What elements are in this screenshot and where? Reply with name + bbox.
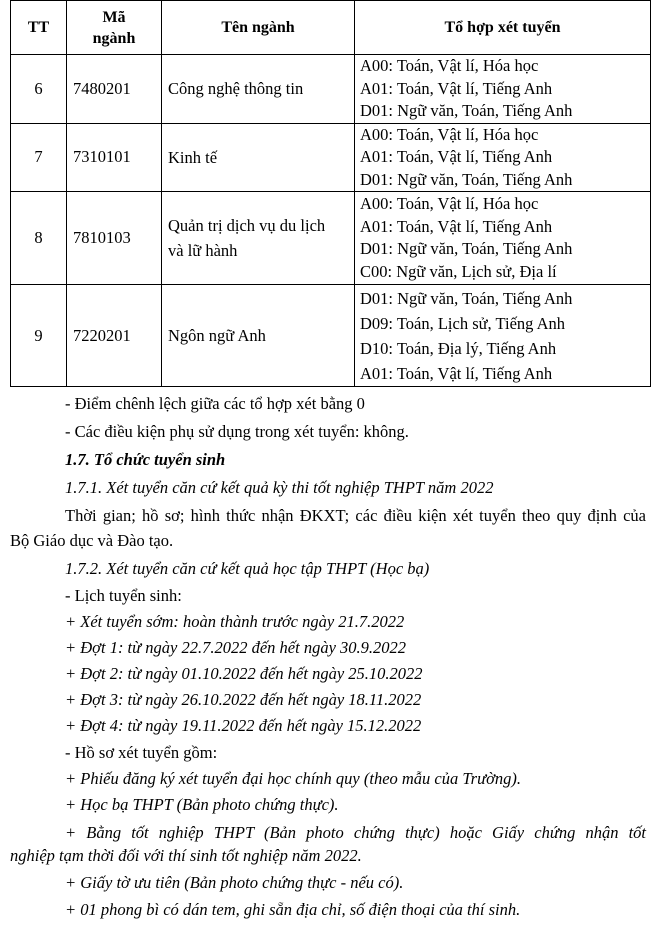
combo: A00: Toán, Vật lí, Hóa học [360, 124, 539, 144]
subsection-title: 1.7.2. Xét tuyển căn cứ kết quả học tập THPT (Học bạ) [65, 559, 430, 578]
row-tt: 6 [11, 55, 67, 124]
table-row [11, 192, 651, 285]
schedule-item: + Đợt 3: từ ngày 26.10.2022 đến hết ngày 18.11.2022 [65, 690, 422, 709]
row-tt: 7 [11, 123, 67, 192]
combo: A01: Toán, Vật lí, Tiếng Anh [360, 147, 553, 166]
document-item: nghiệp tạm thời đối với thí sinh tốt nghiệp năm 2022. [10, 846, 362, 865]
header-code: Mã ngành [67, 1, 162, 55]
documents-label: - Hồ sơ xét tuyển gồm: [65, 743, 218, 762]
note-conditions: - Các điều kiện phụ sử dụng trong xét tuyển: không. [65, 422, 409, 441]
header-tt: TT [11, 1, 67, 55]
subsection-title: 1.7.1. Xét tuyển căn cứ kết quả kỳ thi tốt nghiệp THPT năm 2022 [65, 478, 494, 497]
combo: D10: Toán, Địa lý, Tiếng Anh [360, 338, 557, 358]
document-item: + 01 phong bì có dán tem, ghi sẵn địa chỉ, số điện thoại của thí sinh. [65, 900, 521, 919]
row-name: Công nghệ thông tin [162, 55, 355, 124]
combo: A01: Toán, Vật lí, Tiếng Anh [360, 363, 553, 383]
row-tt: 8 [11, 192, 67, 285]
document-item: + Bằng tốt nghiệp THPT (Bản photo chứng thực) hoặc Giấy chứng nhận tốt [65, 823, 646, 842]
row-code: 7480201 [67, 55, 162, 124]
table-row [11, 123, 651, 192]
combo: A00: Toán, Vật lí, Hóa học [360, 56, 539, 75]
row-combos [355, 123, 651, 192]
row-combos [355, 192, 651, 285]
row-name: Quản trị dịch vụ du lịch và lữ hành [162, 192, 355, 285]
row-combos [355, 285, 651, 387]
combo: C00: Ngữ văn, Lịch sử, Địa lí [360, 261, 557, 281]
row-code: 7220201 [67, 285, 162, 387]
note-diff: - Điểm chênh lệch giữa các tổ hợp xét bằng 0 [65, 394, 365, 413]
paragraph-line: Thời gian; hồ sơ; hình thức nhận ĐKXT; các điều kiện xét tuyển theo quy định của [65, 506, 646, 525]
schedule-label: - Lịch tuyển sinh: [65, 586, 182, 605]
header-name: Tên ngành [162, 1, 355, 55]
row-tt: 9 [11, 285, 67, 387]
combo: D01: Ngữ văn, Toán, Tiếng Anh [360, 169, 573, 189]
row-combos [355, 55, 651, 124]
row-code: 7810103 [67, 192, 162, 285]
admission-table [10, 0, 651, 387]
combo: D01: Ngữ văn, Toán, Tiếng Anh [360, 239, 573, 258]
combo: D01: Ngữ văn, Toán, Tiếng Anh [360, 101, 573, 120]
table-row [11, 285, 651, 387]
combo: A00: Toán, Vật lí, Hóa học [360, 194, 539, 213]
row-name: Ngôn ngữ Anh [162, 285, 355, 387]
row-code: 7310101 [67, 123, 162, 192]
combo: D01: Ngữ văn, Toán, Tiếng Anh [360, 288, 573, 308]
schedule-item: + Xét tuyển sớm: hoàn thành trước ngày 21.7.2022 [65, 612, 405, 631]
schedule-item: + Đợt 4: từ ngày 19.11.2022 đến hết ngày 15.12.2022 [65, 716, 422, 735]
table-header-row [11, 1, 651, 55]
combo: D09: Toán, Lịch sử, Tiếng Anh [360, 313, 566, 333]
combo: A01: Toán, Vật lí, Tiếng Anh [360, 78, 553, 98]
combo: A01: Toán, Vật lí, Tiếng Anh [360, 216, 553, 236]
table-row [11, 55, 651, 124]
section-title: 1.7. Tổ chức tuyển sinh [65, 450, 226, 469]
header-combos: Tổ hợp xét tuyển [355, 1, 651, 55]
schedule-item: + Đợt 1: từ ngày 22.7.2022 đến hết ngày 30.9.2022 [65, 638, 407, 657]
document-item: + Phiếu đăng ký xét tuyển đại học chính quy (theo mẫu của Trường). [65, 769, 521, 788]
document-item: + Học bạ THPT (Bản photo chứng thực). [65, 795, 339, 814]
document-item: + Giấy tờ ưu tiên (Bản photo chứng thực - nếu có). [65, 873, 404, 892]
paragraph-line: Bộ Giáo dục và Đào tạo. [10, 531, 174, 550]
schedule-item: + Đợt 2: từ ngày 01.10.2022 đến hết ngày 25.10.2022 [65, 664, 423, 683]
row-name: Kinh tế [162, 123, 355, 192]
